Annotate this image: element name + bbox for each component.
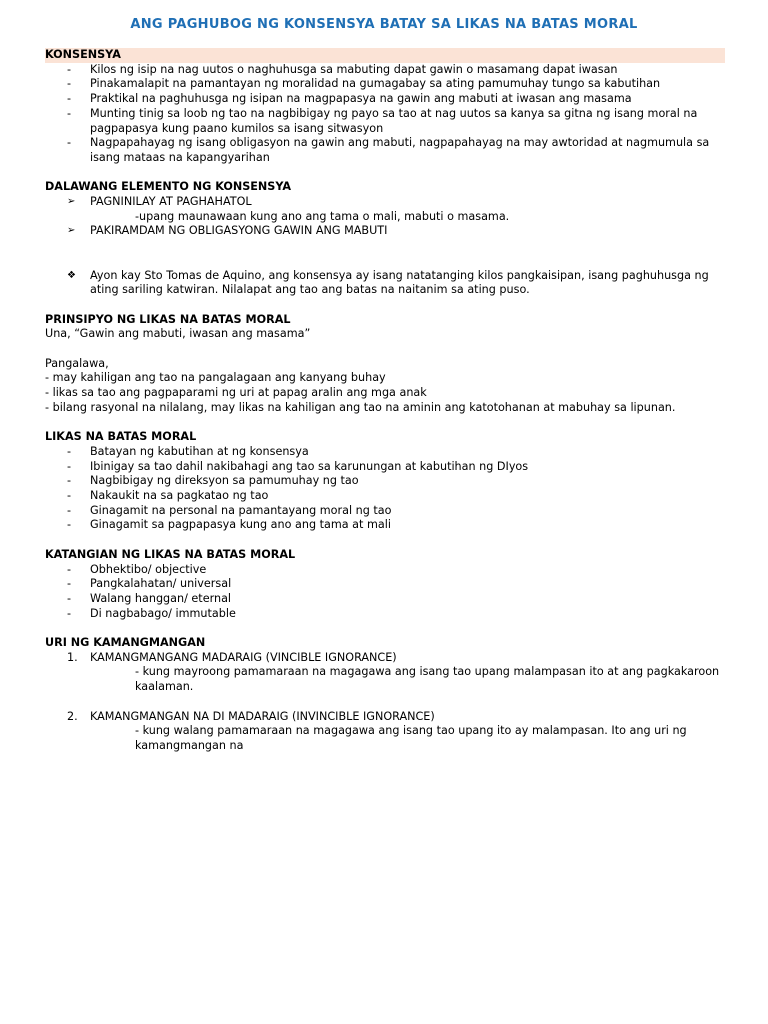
quote-paragraph: ❖ Ayon kay Sto Tomas de Aquino, ang konsensya ay isang natatanging kilos pangkaisipan, isang paghuhusga ng ating sariling katwiran. Nilalapat ang tao ang batas na naitanim sa ating puso. xyxy=(45,269,725,298)
section-heading-katangian: KATANGIAN NG LIKAS NA BATAS MORAL xyxy=(45,547,296,561)
sub-note: -upang maunawaan kung ano ang tama o mali, mabuti o masama. xyxy=(135,209,510,223)
document-title: ANG PAGHUBOG NG KONSENSYA BATAY SA LIKAS NA BATAS MORAL xyxy=(130,17,638,32)
section-heading-likas: LIKAS NA BATAS MORAL xyxy=(45,430,197,444)
list-item: - Nakaukit na sa pagkatao ng tao xyxy=(67,489,269,502)
section-heading-uri: URI NG KAMANGMANGAN xyxy=(45,636,206,649)
list-item: - Nagbibigay ng direksyon sa pamumuhay ng tao xyxy=(67,474,359,488)
list-item: - Batayan ng kabutihan at ng konsensya xyxy=(67,444,309,458)
document-body xyxy=(45,48,725,754)
diamond-bullet-icon: ❖ xyxy=(67,269,76,281)
list-item: - may kahiligan ang tao na pangalagaan ang kanyang buhay xyxy=(45,371,386,385)
arrow-bullet-icon: ➢ xyxy=(67,196,76,208)
list-item: - likas sa tao ang pagpaparami ng uri at papag aralin ang mga anak xyxy=(45,386,427,400)
list-item: - Obhektibo/ objective xyxy=(67,562,207,576)
list-item: - Praktikal na paghuhusga ng isipan na magpapasya na gawin ang mabuti at iwasan ang masama xyxy=(67,92,632,106)
list-item: - Ibinigay sa tao dahil nakibahagi ang tao sa karunungan at kabutihan ng DIyos xyxy=(67,459,529,473)
sub-note: - kung mayroong pamamaraan na magagawa ang isang tao upang malampasan ito at ang pagkakaroon xyxy=(135,665,720,679)
list-item: - Ginagamit na personal na pamantayang moral ng tao xyxy=(67,503,392,517)
paragraph: Pangalawa, xyxy=(45,356,109,370)
sub-note: - kung walang pamamaraan na magagawa ang isang tao upang ito ay malampasan. Ito ang uri ng xyxy=(135,724,687,738)
list-item: - Di nagbabago/ immutable xyxy=(67,606,236,620)
numbered-item: 1. KAMANGMANGANG MADARAIG (VINCIBLE IGNORANCE) xyxy=(67,650,397,664)
list-item: - Ginagamit sa pagpapasya kung ano ang tama at mali xyxy=(67,518,391,532)
sub-note: kaalaman. xyxy=(135,680,194,694)
list-item: - Pinakamalapit na pamantayan ng moralidad na gumagabay sa ating pamumuhay tungo sa kabutihan xyxy=(67,77,661,91)
numbered-item: 2. KAMANGMANGAN NA DI MADARAIG (INVINCIBLE IGNORANCE) xyxy=(67,709,435,723)
section-heading-prinsipyo: PRINSIPYO NG LIKAS NA BATAS MORAL xyxy=(45,312,291,326)
arrow-bullet-icon: ➢ xyxy=(67,225,76,237)
list-item: - Kilos ng isip na nag uutos o naghuhusga sa mabuting dapat gawin o masamang dapat iwasan xyxy=(67,62,618,76)
list-item: - bilang rasyonal na nilalang, may likas na kahiligan ang tao na aminin ang katotohanan at mabuhay sa lipunan. xyxy=(45,400,676,414)
sub-note: kamangmangan na xyxy=(135,738,244,752)
section-heading-elemento: DALAWANG ELEMENTO NG KONSENSYA xyxy=(45,180,292,194)
list-item: - Pangkalahatan/ universal xyxy=(67,577,232,591)
list-item: ➢ PAGNINILAY AT PAGHAHATOL xyxy=(45,195,725,210)
list-item: - Walang hanggan/ eternal xyxy=(67,591,232,605)
list-item: - Munting tinig sa loob ng tao na nagbibigay ng payo sa tao at nag uutos sa kanya sa gitna ng isang moral na pagpapasya kung paano kumilos sa isang sitwasyon xyxy=(67,106,698,135)
list-item: - Nagpapahayag ng isang obligasyon na gawin ang mabuti, nagpapahayag na may awtoridad at nagmumula sa isang mataas na kapangyarihan xyxy=(67,136,710,164)
list-item: ➢ PAKIRAMDAM NG OBLIGASYONG GAWIN ANG MABUTI xyxy=(45,224,725,239)
section-heading-konsensya: KONSENSYA xyxy=(45,48,725,63)
paragraph: Una, “Gawin ang mabuti, iwasan ang masama” xyxy=(45,327,311,341)
